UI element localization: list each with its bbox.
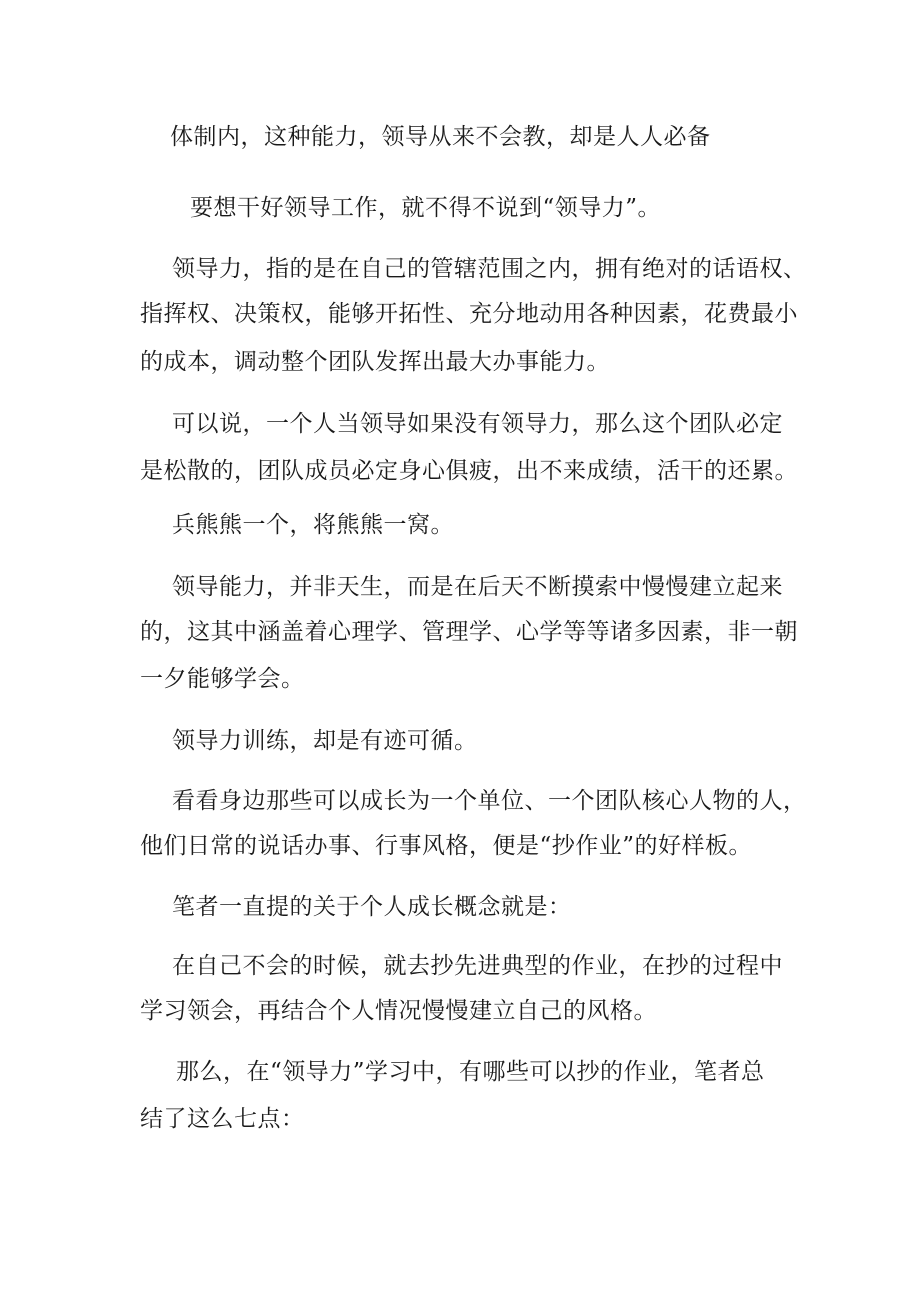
- text-line: 看看身边那些可以成长为一个单位、一个团队核心人物的人，: [172, 788, 807, 814]
- text-line: 是松散的，团队成员必定身心俱疲，出不来成绩，活干的还累。: [140, 458, 798, 484]
- text-line: 一夕能够学会。: [140, 666, 305, 692]
- text-line: 在自己不会的时候，就去抄先进典型的作业，在抄的过程中: [172, 953, 783, 979]
- document-title: 体制内，这种能力，领导从来不会教，却是人人必备: [170, 124, 711, 150]
- text-line: 学习领会，再结合个人情况慢慢建立自己的风格。: [140, 998, 657, 1024]
- text-line: 指挥权、决策权，能够开拓性、充分地动用各种因素，花费最小: [140, 301, 798, 327]
- text-line: 领导能力，并非天生，而是在后天不断摸索中慢慢建立起来: [172, 574, 783, 600]
- text-line: 的，这其中涵盖着心理学、管理学、心学等等诸多因素，非一朝: [140, 619, 798, 645]
- text-line: 结了这么七点：: [140, 1106, 305, 1132]
- text-line: 笔者一直提的关于个人成长概念就是：: [172, 894, 572, 920]
- text-line: 要想干好领导工作，就不得不说到“领导力”。: [190, 195, 662, 221]
- text-line: 可以说，一个人当领导如果没有领导力，那么这个团队必定: [172, 411, 783, 437]
- text-line: 兵熊熊一个，将熊熊一窝。: [172, 512, 454, 538]
- text-line: 他们日常的说话办事、行事风格，便是“抄作业”的好样板。: [140, 833, 753, 859]
- text-line: 的成本，调动整个团队发挥出最大办事能力。: [140, 349, 610, 375]
- text-line: 那么，在“领导力”学习中，有哪些可以抄的作业，笔者总: [176, 1059, 765, 1085]
- text-line: 领导力，指的是在自己的管辖范围之内，拥有绝对的话语权、: [172, 256, 807, 282]
- text-line: 领导力训练，却是有迹可循。: [172, 728, 478, 754]
